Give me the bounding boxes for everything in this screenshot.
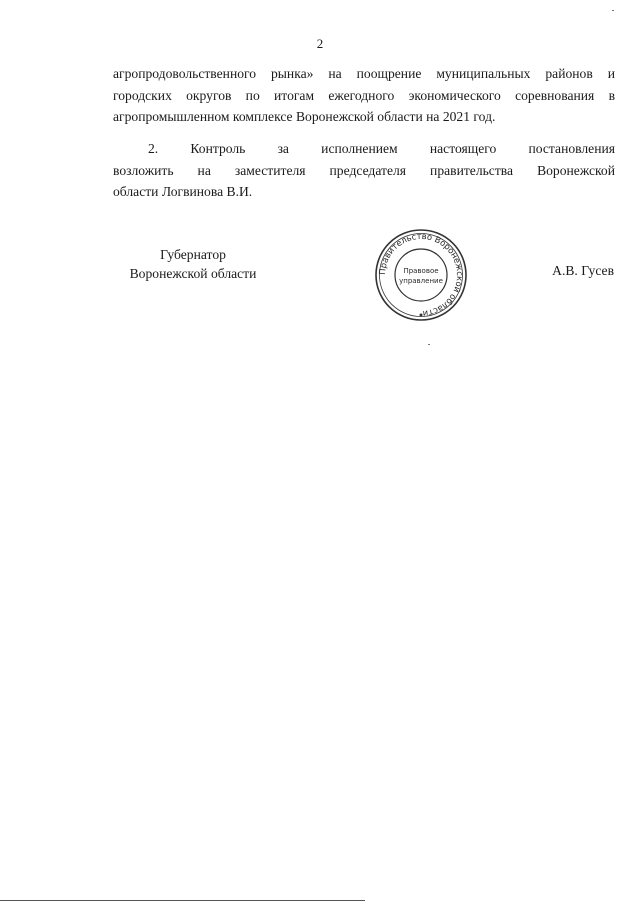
signatory-title-line: Губернатор [160, 247, 226, 262]
paragraph-line: агропромышленном комплексе Воронежской области на 2021 год. [113, 109, 496, 124]
paragraph-line: 2. Контроль за исполнением настоящего постановления [148, 141, 615, 156]
paragraph-line: агропродовольственного рынка» на поощрение муниципальных районов и [113, 66, 615, 81]
bottom-rule [0, 900, 365, 901]
scan-speck [428, 344, 430, 345]
stamp-center-line: Правовое [403, 267, 439, 275]
paragraph-line: возложить на заместителя председателя правительства Воронежской [113, 162, 615, 178]
page-number: 2 [316, 36, 324, 51]
signatory-title [113, 245, 273, 283]
signatory-title-line: Воронежской области [129, 266, 257, 281]
paragraph-line: городских округов по итогам ежегодного экономического соревнования в [113, 87, 615, 103]
paragraph-control-clause [113, 138, 615, 203]
stamp-star [420, 314, 423, 317]
scan-speck [612, 10, 614, 11]
stamp-center-line: управление [399, 277, 443, 285]
paragraph-line: области Логвинова В.И. [113, 184, 253, 199]
paragraph-continuation [113, 63, 615, 128]
signatory-name: А.В. Гусев [552, 263, 614, 278]
official-stamp [373, 227, 469, 323]
stamp-ring-text: Правительство Воронежской области [376, 230, 466, 320]
